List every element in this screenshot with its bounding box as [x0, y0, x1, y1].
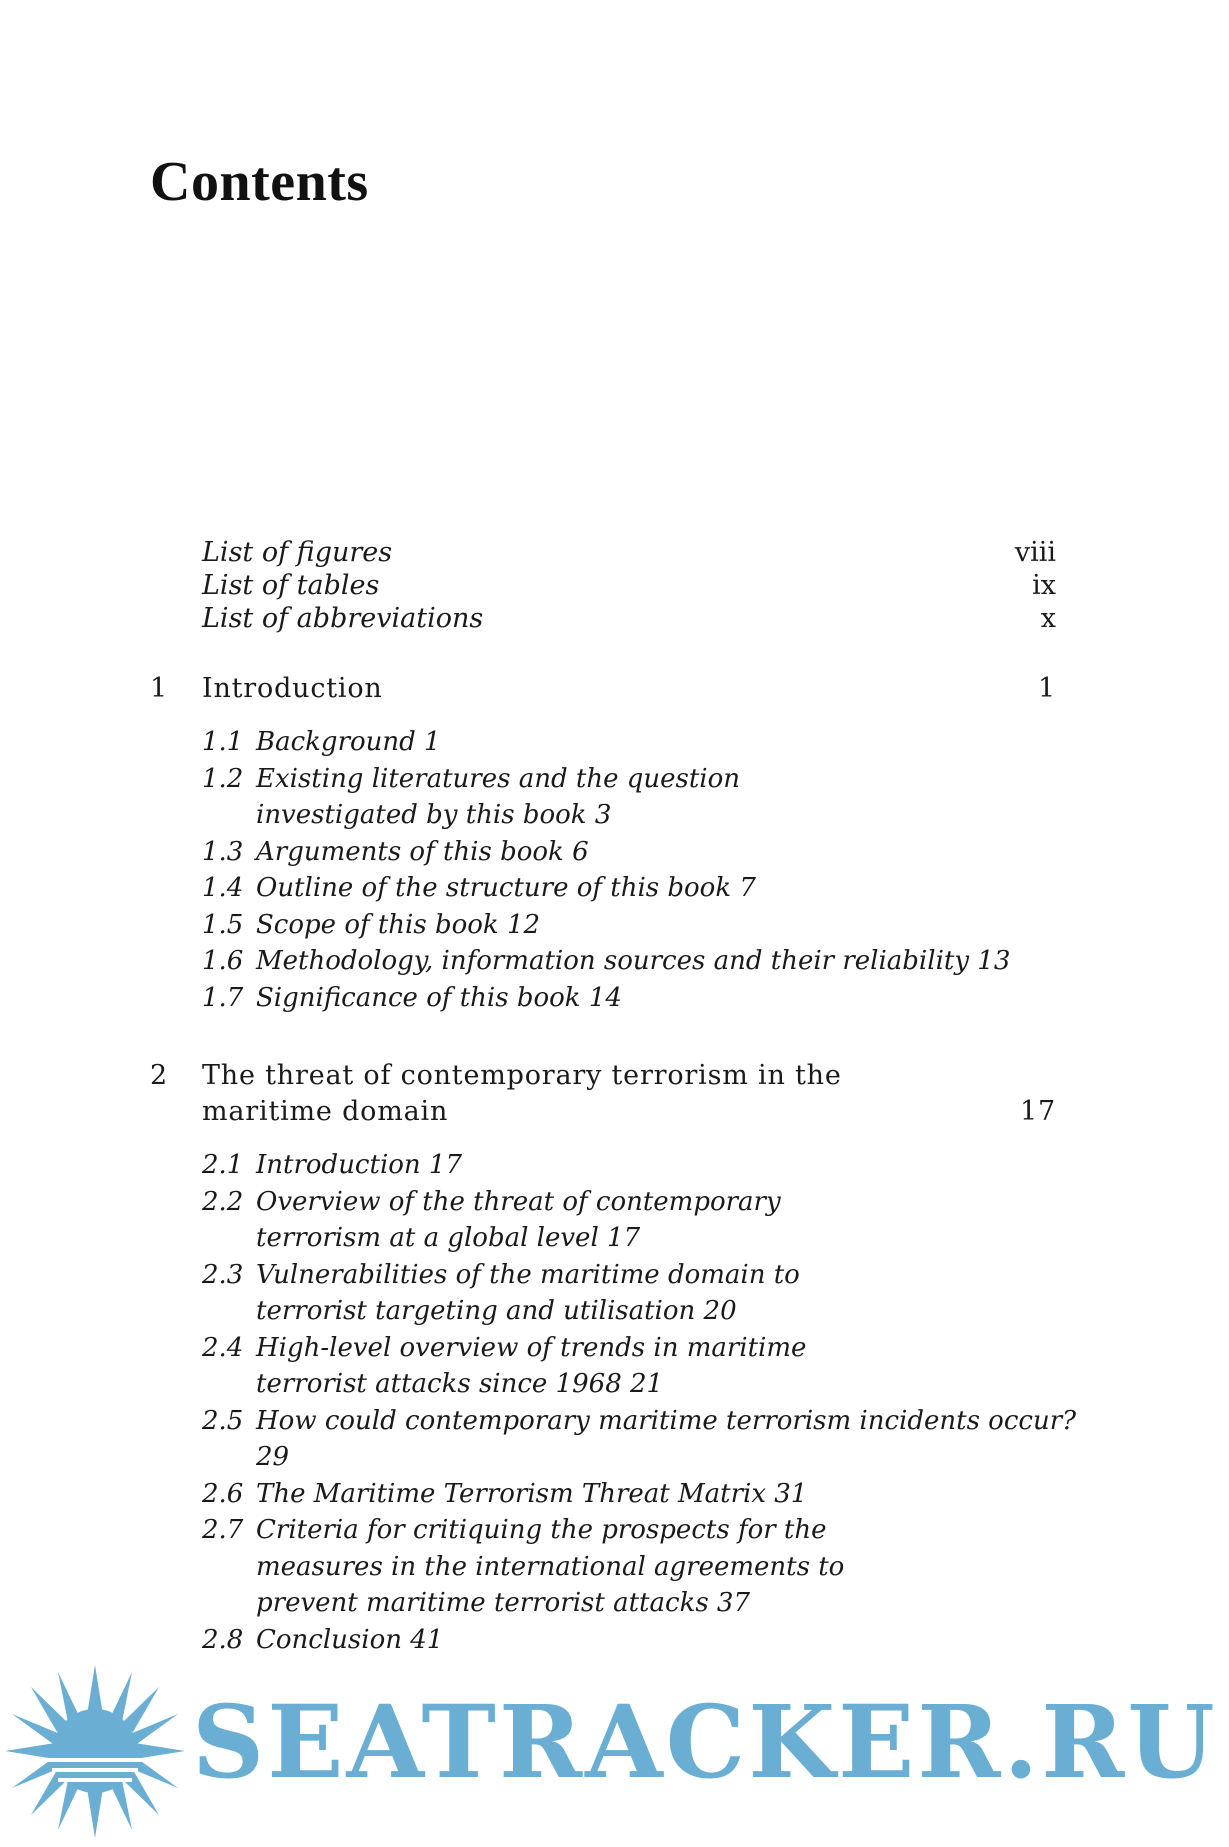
toc-section-item[interactable] — [202, 943, 1096, 980]
toc-page-number: 17 — [1020, 1096, 1056, 1127]
toc-section-item[interactable] — [202, 1512, 946, 1622]
section-number: 2.1 — [202, 1150, 244, 1180]
section-number: 2.8 — [202, 1624, 244, 1655]
toc-section-item[interactable] — [202, 834, 1016, 871]
chapter-title-continued: maritime domain — [202, 1096, 449, 1127]
toc-section-item[interactable] — [202, 870, 1016, 907]
toc-front-matter-item[interactable] — [150, 602, 1056, 635]
section-number: 1.4 — [202, 873, 244, 903]
section-title: The Maritime Terrorism Threat Matrix 31 — [256, 1478, 808, 1509]
section-title: Criteria for critiquing the prospects for the measures in the international agreements to prevent maritime terrorist attacks 37 — [256, 1515, 845, 1618]
toc-entry-label: List of tables — [202, 570, 380, 601]
toc-section-item[interactable] — [202, 1403, 1096, 1476]
watermark-text: SEATRACKER.RU — [192, 1683, 1218, 1801]
section-title: How could contemporary maritime terrorism incidents occur? 29 — [256, 1405, 1077, 1472]
toc-section-item[interactable] — [202, 1330, 906, 1403]
toc-page-number: viii — [1014, 537, 1056, 568]
section-number: 1.1 — [202, 727, 244, 757]
toc-section-item[interactable] — [202, 980, 1016, 1017]
section-number: 2.7 — [202, 1515, 244, 1545]
section-title: Vulnerabilities of the maritime domain to terrorist targeting and utilisation 20 — [256, 1259, 800, 1326]
toc-chapter-2[interactable] — [150, 1058, 1056, 1130]
toc-chapter-1[interactable] — [150, 671, 1056, 707]
section-title: Conclusion 41 — [256, 1624, 444, 1655]
section-title: Outline of the structure of this book 7 — [256, 873, 756, 903]
toc-section-item[interactable] — [202, 761, 906, 834]
section-number: 2.6 — [202, 1478, 244, 1509]
chapter-number: 2 — [150, 1060, 168, 1091]
section-number: 1.6 — [202, 946, 244, 976]
chapter-title: Introduction — [202, 673, 383, 704]
section-number: 1.7 — [202, 982, 244, 1013]
section-number: 2.5 — [202, 1405, 244, 1436]
table-of-contents — [150, 536, 1077, 1658]
section-title: Background 1 — [256, 727, 441, 757]
chapter-1-sections — [150, 724, 1056, 1016]
toc-front-matter-item[interactable] — [150, 569, 1056, 602]
section-title: Scope of this book 12 — [256, 909, 541, 940]
section-title: High-level overview of trends in maritime terrorist attacks since 1968 21 — [256, 1332, 807, 1399]
chapter-title: The threat of contemporary terrorism in the — [202, 1060, 842, 1091]
section-number: 1.2 — [202, 763, 244, 794]
toc-section-item[interactable] — [202, 1257, 906, 1330]
section-title: Significance of this book 14 — [256, 982, 622, 1013]
chapter-number: 1 — [150, 673, 168, 704]
section-number: 2.4 — [202, 1332, 244, 1363]
toc-page-number: ix — [1032, 570, 1056, 601]
section-title: Arguments of this book 6 — [256, 836, 589, 867]
toc-section-item[interactable] — [202, 1184, 906, 1257]
toc-section-item[interactable] — [202, 907, 1016, 944]
toc-page-number: 1 — [1038, 673, 1056, 704]
toc-front-matter-item[interactable] — [150, 536, 1056, 569]
sun-burst-icon — [0, 1660, 190, 1843]
toc-section-item[interactable] — [202, 724, 1016, 761]
section-title: Existing literatures and the question investigated by this book 3 — [256, 763, 741, 830]
section-number: 1.5 — [202, 909, 244, 940]
chapter-2-sections — [150, 1147, 1077, 1658]
section-number: 2.3 — [202, 1259, 244, 1290]
toc-section-item[interactable] — [202, 1476, 1016, 1513]
toc-section-item[interactable] — [202, 1147, 1016, 1184]
section-title: Methodology, information sources and their reliability 13 — [256, 946, 1011, 976]
section-number: 1.3 — [202, 836, 244, 867]
toc-section-item[interactable] — [202, 1622, 1016, 1659]
toc-entry-label: List of figures — [202, 537, 393, 568]
toc-entry-label: List of abbreviations — [202, 603, 484, 634]
page-title: Contents — [150, 151, 369, 213]
section-number: 2.2 — [202, 1186, 244, 1217]
toc-page-number: x — [1040, 603, 1056, 634]
section-title: Introduction 17 — [256, 1150, 463, 1180]
section-title: Overview of the threat of contemporary terrorism at a global level 17 — [256, 1186, 781, 1253]
